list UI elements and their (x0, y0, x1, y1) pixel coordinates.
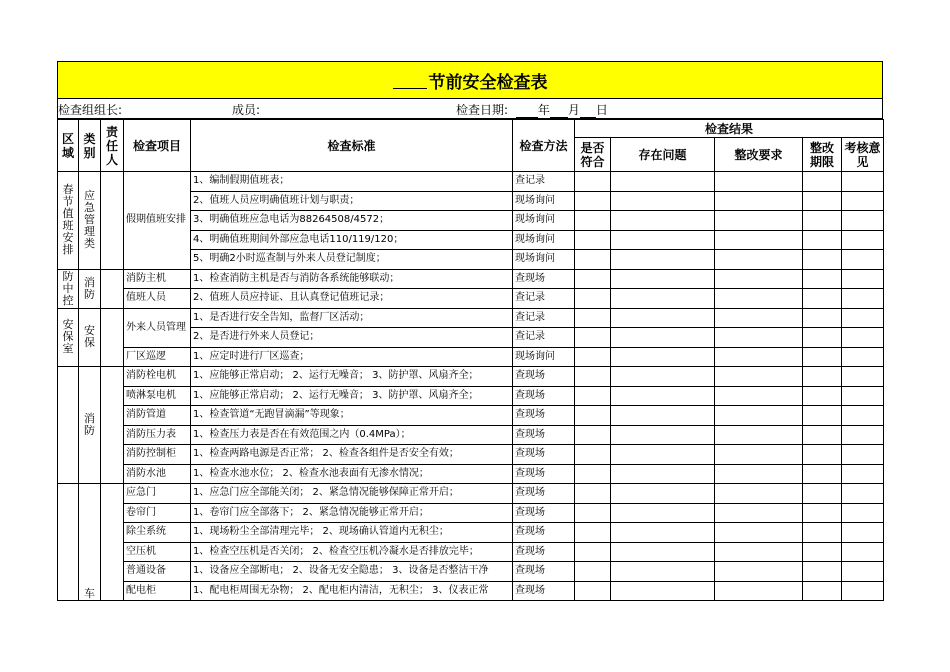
item-cell: 厂区巡逻 (124, 347, 191, 367)
conform-cell[interactable] (575, 523, 611, 543)
table-row (58, 406, 884, 426)
area-cell (58, 484, 79, 601)
deadline-cell[interactable] (803, 367, 842, 387)
item-cell: 除尘系统 (124, 523, 191, 543)
title-blank[interactable] (393, 72, 427, 89)
conform-cell[interactable] (575, 581, 611, 601)
standard-cell: 1、应急门应全部能关闭； 2、紧急情况能够保障正常开启； (191, 484, 513, 504)
opinion-cell[interactable] (842, 211, 884, 231)
month-label: 月 (567, 103, 580, 117)
responsible-cell[interactable] (101, 308, 124, 367)
rectify-cell[interactable] (715, 269, 803, 289)
method-cell: 查记录 (513, 328, 575, 348)
conform-cell[interactable] (575, 308, 611, 328)
standard-cell: 2、是否进行外来人员登记； (191, 328, 513, 348)
header-result: 检查结果 (575, 120, 884, 138)
issue-cell[interactable] (611, 191, 715, 211)
conform-cell[interactable] (575, 562, 611, 582)
conform-cell[interactable] (575, 464, 611, 484)
deadline-cell[interactable] (803, 328, 842, 348)
opinion-cell[interactable] (842, 425, 884, 445)
issue-cell[interactable] (611, 367, 715, 387)
method-cell: 查现场 (513, 503, 575, 523)
item-cell: 普通设备 (124, 562, 191, 582)
conform-cell[interactable] (575, 445, 611, 465)
table-row (58, 269, 884, 289)
rectify-cell[interactable] (715, 328, 803, 348)
opinion-cell[interactable] (842, 406, 884, 426)
conform-cell[interactable] (575, 484, 611, 504)
issue-cell[interactable] (611, 308, 715, 328)
deadline-cell[interactable] (803, 562, 842, 582)
deadline-cell[interactable] (803, 289, 842, 309)
table-row (58, 562, 884, 582)
date-field[interactable] (456, 101, 608, 118)
header-conform: 是否符合 (575, 138, 611, 172)
category-cell: 消防 (79, 367, 101, 484)
rectify-cell[interactable] (715, 503, 803, 523)
area-cell: 防中控 (58, 269, 79, 308)
method-cell: 查现场 (513, 484, 575, 504)
opinion-cell[interactable] (842, 464, 884, 484)
rectify-cell[interactable] (715, 308, 803, 328)
opinion-cell[interactable] (842, 562, 884, 582)
deadline-cell[interactable] (803, 484, 842, 504)
standard-cell: 2、值班人员应持证、且认真登记值班记录； (191, 289, 513, 309)
table-row (58, 503, 884, 523)
rectify-cell[interactable] (715, 484, 803, 504)
issue-cell[interactable] (611, 172, 715, 192)
rectify-cell[interactable] (715, 367, 803, 387)
deadline-cell[interactable] (803, 269, 842, 289)
deadline-cell[interactable] (803, 464, 842, 484)
rectify-cell[interactable] (715, 230, 803, 250)
issue-cell[interactable] (611, 269, 715, 289)
conform-cell[interactable] (575, 367, 611, 387)
item-cell: 空压机 (124, 542, 191, 562)
responsible-cell[interactable] (101, 172, 124, 270)
item-cell: 应急门 (124, 484, 191, 504)
year-blank[interactable] (516, 105, 538, 118)
conform-cell[interactable] (575, 191, 611, 211)
conform-cell[interactable] (575, 328, 611, 348)
inspection-sheet (57, 61, 883, 601)
opinion-cell[interactable] (842, 503, 884, 523)
standard-cell: 2、值班人员应明确值班计划与职责； (191, 191, 513, 211)
opinion-cell[interactable] (842, 308, 884, 328)
deadline-cell[interactable] (803, 581, 842, 601)
deadline-cell[interactable] (803, 191, 842, 211)
opinion-cell[interactable] (842, 581, 884, 601)
issue-cell[interactable] (611, 347, 715, 367)
standard-cell: 1、设备应全部断电； 2、设备无安全隐患； 3、设备是否整洁干净 (191, 562, 513, 582)
leader-label: 检查组组长: (58, 103, 123, 117)
deadline-cell[interactable] (803, 386, 842, 406)
item-cell: 消防栓电机 (124, 367, 191, 387)
conform-cell[interactable] (575, 289, 611, 309)
opinion-cell[interactable] (842, 172, 884, 192)
conform-cell[interactable] (575, 269, 611, 289)
item-cell: 假期值班安排 (124, 172, 191, 270)
deadline-cell[interactable] (803, 250, 842, 270)
issue-cell[interactable] (611, 211, 715, 231)
conform-cell[interactable] (575, 542, 611, 562)
method-cell: 查记录 (513, 289, 575, 309)
method-cell: 查现场 (513, 425, 575, 445)
issue-cell[interactable] (611, 484, 715, 504)
deadline-cell[interactable] (803, 445, 842, 465)
rectify-cell[interactable] (715, 523, 803, 543)
table-row (58, 464, 884, 484)
conform-cell[interactable] (575, 503, 611, 523)
standard-cell: 1、配电柜周围无杂物； 2、配电柜内清洁，无积尘； 3、仪表正常 (191, 581, 513, 601)
opinion-cell[interactable] (842, 445, 884, 465)
header-category: 类别 (79, 120, 101, 172)
area-cell: 安保室 (58, 308, 79, 367)
responsible-cell[interactable] (101, 367, 124, 484)
rectify-cell[interactable] (715, 211, 803, 231)
method-cell: 现场询问 (513, 211, 575, 231)
opinion-cell[interactable] (842, 523, 884, 543)
rectify-cell[interactable] (715, 386, 803, 406)
opinion-cell[interactable] (842, 230, 884, 250)
responsible-cell[interactable] (101, 484, 124, 601)
opinion-cell[interactable] (842, 250, 884, 270)
rectify-cell[interactable] (715, 406, 803, 426)
issue-cell[interactable] (611, 386, 715, 406)
issue-cell[interactable] (611, 445, 715, 465)
table-row (58, 308, 884, 328)
meta-row (57, 99, 883, 119)
standard-cell: 1、检查两路电源是否正常； 2、检查各组件是否安全有效； (191, 445, 513, 465)
rectify-cell[interactable] (715, 347, 803, 367)
category-cell: 消防 (79, 269, 101, 308)
item-cell: 卷帘门 (124, 503, 191, 523)
issue-cell[interactable] (611, 503, 715, 523)
item-cell: 消防控制柜 (124, 445, 191, 465)
category-cell (79, 484, 101, 601)
issue-cell[interactable] (611, 289, 715, 309)
method-cell: 查现场 (513, 386, 575, 406)
rectify-cell[interactable] (715, 542, 803, 562)
standard-cell: 1、检查管道“无跑冒滴漏”等现象； (191, 406, 513, 426)
method-cell: 现场询问 (513, 191, 575, 211)
method-cell: 查现场 (513, 445, 575, 465)
issue-cell[interactable] (611, 328, 715, 348)
standard-cell: 1、编制假期值班表； (191, 172, 513, 192)
day-blank[interactable] (580, 105, 596, 118)
standard-cell: 1、应能够正常启动； 2、运行无噪音； 3、防护罩、风扇齐全； (191, 367, 513, 387)
standard-cell: 5、明确2小时巡查制与外来人员登记制度； (191, 250, 513, 270)
table-row (58, 347, 884, 367)
standard-cell: 1、应定时进行厂区巡查； (191, 347, 513, 367)
issue-cell[interactable] (611, 542, 715, 562)
item-cell: 消防管道 (124, 406, 191, 426)
item-cell: 喷淋泵电机 (124, 386, 191, 406)
deadline-cell[interactable] (803, 308, 842, 328)
item-cell: 消防水池 (124, 464, 191, 484)
rectify-cell[interactable] (715, 581, 803, 601)
conform-cell[interactable] (575, 172, 611, 192)
header-method: 检查方法 (513, 120, 575, 172)
standard-cell: 1、检查消防主机是否与消防各系统能够联动； (191, 269, 513, 289)
standard-cell: 1、是否进行安全告知，监督厂区活动； (191, 308, 513, 328)
area-cell: 春节值班安排 (58, 172, 79, 270)
standard-cell: 1、应能够正常启动； 2、运行无噪音； 3、防护罩、风扇齐全； (191, 386, 513, 406)
item-cell: 外来人员管理 (124, 308, 191, 347)
method-cell: 现场询问 (513, 347, 575, 367)
rectify-cell[interactable] (715, 250, 803, 270)
table-row (58, 367, 884, 387)
category-cell: 安保 (79, 308, 101, 367)
table-row (58, 445, 884, 465)
header-rectify: 整改要求 (715, 138, 803, 172)
table-row (58, 581, 884, 601)
conform-cell[interactable] (575, 211, 611, 231)
header-issue: 存在问题 (611, 138, 715, 172)
method-cell: 查现场 (513, 542, 575, 562)
issue-cell[interactable] (611, 523, 715, 543)
conform-cell[interactable] (575, 386, 611, 406)
conform-cell[interactable] (575, 230, 611, 250)
opinion-cell[interactable] (842, 386, 884, 406)
deadline-cell[interactable] (803, 230, 842, 250)
conform-cell[interactable] (575, 347, 611, 367)
issue-cell[interactable] (611, 425, 715, 445)
header-deadline: 整改期限 (803, 138, 842, 172)
deadline-cell[interactable] (803, 211, 842, 231)
method-cell: 查记录 (513, 172, 575, 192)
table-row (58, 484, 884, 504)
opinion-cell[interactable] (842, 367, 884, 387)
area-cell (58, 367, 79, 484)
rectify-cell[interactable] (715, 425, 803, 445)
responsible-cell[interactable] (101, 269, 124, 308)
rectify-cell[interactable] (715, 445, 803, 465)
table-row (58, 172, 884, 192)
header-responsible: 责任人 (101, 120, 124, 172)
standard-cell: 4、明确值班期间外部应急电话110/119/120； (191, 230, 513, 250)
category-label: 车 (84, 587, 95, 600)
deadline-cell[interactable] (803, 172, 842, 192)
page-title: 节前安全检查表 (428, 72, 548, 93)
method-cell: 查现场 (513, 406, 575, 426)
standard-cell: 1、检查水池水位； 2、检查水池表面有无渗水情况； (191, 464, 513, 484)
header-area: 区域 (58, 120, 79, 172)
deadline-cell[interactable] (803, 523, 842, 543)
rectify-cell[interactable] (715, 464, 803, 484)
day-label: 日 (595, 103, 608, 117)
deadline-cell[interactable] (803, 425, 842, 445)
table-row (58, 289, 884, 309)
rectify-cell[interactable] (715, 172, 803, 192)
opinion-cell[interactable] (842, 484, 884, 504)
deadline-cell[interactable] (803, 406, 842, 426)
method-cell: 查现场 (513, 562, 575, 582)
conform-cell[interactable] (575, 250, 611, 270)
item-cell: 配电柜 (124, 581, 191, 601)
method-cell: 查现场 (513, 269, 575, 289)
opinion-cell[interactable] (842, 542, 884, 562)
deadline-cell[interactable] (803, 347, 842, 367)
conform-cell[interactable] (575, 406, 611, 426)
table-row (58, 523, 884, 543)
month-blank[interactable] (550, 105, 568, 118)
method-cell: 现场询问 (513, 250, 575, 270)
issue-cell[interactable] (611, 562, 715, 582)
issue-cell[interactable] (611, 406, 715, 426)
deadline-cell[interactable] (803, 542, 842, 562)
year-label: 年 (537, 103, 550, 117)
table-row (58, 386, 884, 406)
table-row (58, 425, 884, 445)
method-cell: 查记录 (513, 308, 575, 328)
title-bar (57, 61, 883, 99)
category-cell: 应急管理类 (79, 172, 101, 270)
opinion-cell[interactable] (842, 191, 884, 211)
header-item: 检查项目 (124, 120, 191, 172)
item-cell: 值班人员 (124, 289, 191, 309)
opinion-cell[interactable] (842, 269, 884, 289)
method-cell: 现场询问 (513, 230, 575, 250)
issue-cell[interactable] (611, 230, 715, 250)
rectify-cell[interactable] (715, 562, 803, 582)
header-opinion: 考核意见 (842, 138, 884, 172)
rectify-cell[interactable] (715, 191, 803, 211)
opinion-cell[interactable] (842, 289, 884, 309)
standard-cell: 1、卷帘门应全部落下； 2、紧急情况能够正常开启； (191, 503, 513, 523)
deadline-cell[interactable] (803, 503, 842, 523)
method-cell: 查现场 (513, 523, 575, 543)
date-label: 检查日期: (456, 103, 509, 117)
issue-cell[interactable] (611, 250, 715, 270)
method-cell: 查现场 (513, 464, 575, 484)
member-label: 成员: (232, 103, 261, 117)
conform-cell[interactable] (575, 425, 611, 445)
item-cell: 消防主机 (124, 269, 191, 289)
inspection-table (57, 119, 884, 601)
issue-cell[interactable] (611, 581, 715, 601)
method-cell: 查现场 (513, 367, 575, 387)
opinion-cell[interactable] (842, 347, 884, 367)
opinion-cell[interactable] (842, 328, 884, 348)
standard-cell: 1、检查空压机是否关闭； 2、检查空压机冷凝水是否排放完毕； (191, 542, 513, 562)
rectify-cell[interactable] (715, 289, 803, 309)
standard-cell: 1、现场粉尘全部清理完毕； 2、现场确认管道内无积尘； (191, 523, 513, 543)
method-cell: 查现场 (513, 581, 575, 601)
header-standard: 检查标准 (191, 120, 513, 172)
item-cell: 消防压力表 (124, 425, 191, 445)
issue-cell[interactable] (611, 464, 715, 484)
standard-cell: 1、检查压力表是否在有效范围之内（0.4MPa）； (191, 425, 513, 445)
table-row (58, 542, 884, 562)
standard-cell: 3、明确值班应急电话为88264508/4572； (191, 211, 513, 231)
